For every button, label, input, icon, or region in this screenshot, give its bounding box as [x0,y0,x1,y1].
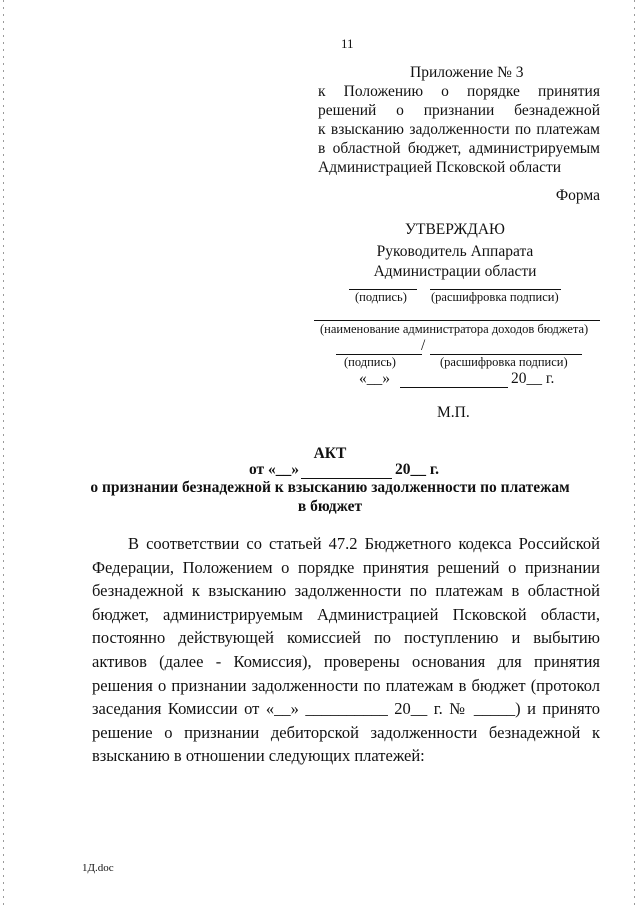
body-paragraph: В соответствии со статьей 47.2 Бюджетного кодекса Российской Федерации, Положением о порядке принятия решений о признании безнадежной к взысканию задолженности по платежам в областной бюджет, администрируемым Администрацией Псковской области, постоянно действующей комиссией по поступлению и выбытию активов (далее - Комиссия), проверены основания для принятия решения о признании задолженности по платежам в бюджет (протокол заседания Комиссии от «__» __________ 20__ г. № _____) и принято решение о признании дебиторской задолженности безнадежной к взысканию в отношении следующих платежей: [92,534,600,766]
appendix-block [318,63,600,177]
appendix-line: к взысканию задолженности по платежам [318,121,600,138]
act-date-year: 20__ г. [395,461,440,478]
approval-position: Руководитель Аппарата [376,243,534,260]
decoding-caption: (расшифровка подписи) [431,290,559,304]
page-number: 11 [341,36,354,51]
approval-heading: УТВЕРЖДАЮ [405,221,505,238]
approval-date-month-line [400,387,508,388]
act-title: АКТ [313,445,347,462]
appendix-line: в областной бюджет, администрируемым [318,140,600,157]
seal-placeholder: М.П. [437,404,470,421]
appendix-line: к Положению о порядке принятия [318,83,600,100]
admin-caption: (наименование администратора доходов бюджета) [320,322,589,336]
appendix-line: Администрацией Псковской области [318,159,562,176]
act-subject-line: в бюджет [297,498,363,515]
appendix-title: Приложение № 3 [410,64,524,81]
appendix-line: решений о признании безнадежной [318,102,600,119]
signature-caption: (подпись) [355,290,407,304]
decoding-caption-2: (расшифровка подписи) [440,355,568,369]
approval-date-day: «__» [359,370,390,387]
scan-edge-left [3,0,4,905]
act-date-prefix: от «__» [249,461,300,478]
file-name-footer: 1Д.doc [82,862,114,874]
approval-date-year: 20__ г. [511,370,555,387]
approval-organization: Администрации области [373,263,537,280]
slash-separator: / [421,337,426,354]
signature-caption-2: (подпись) [344,355,396,369]
form-label: Форма [555,187,600,204]
admin-name-line [314,320,600,321]
body-paragraph-block [92,532,600,768]
act-subject-line: о признании безнадежной к взысканию задолженности по платежам [90,479,570,496]
scan-edge-right [634,0,635,905]
